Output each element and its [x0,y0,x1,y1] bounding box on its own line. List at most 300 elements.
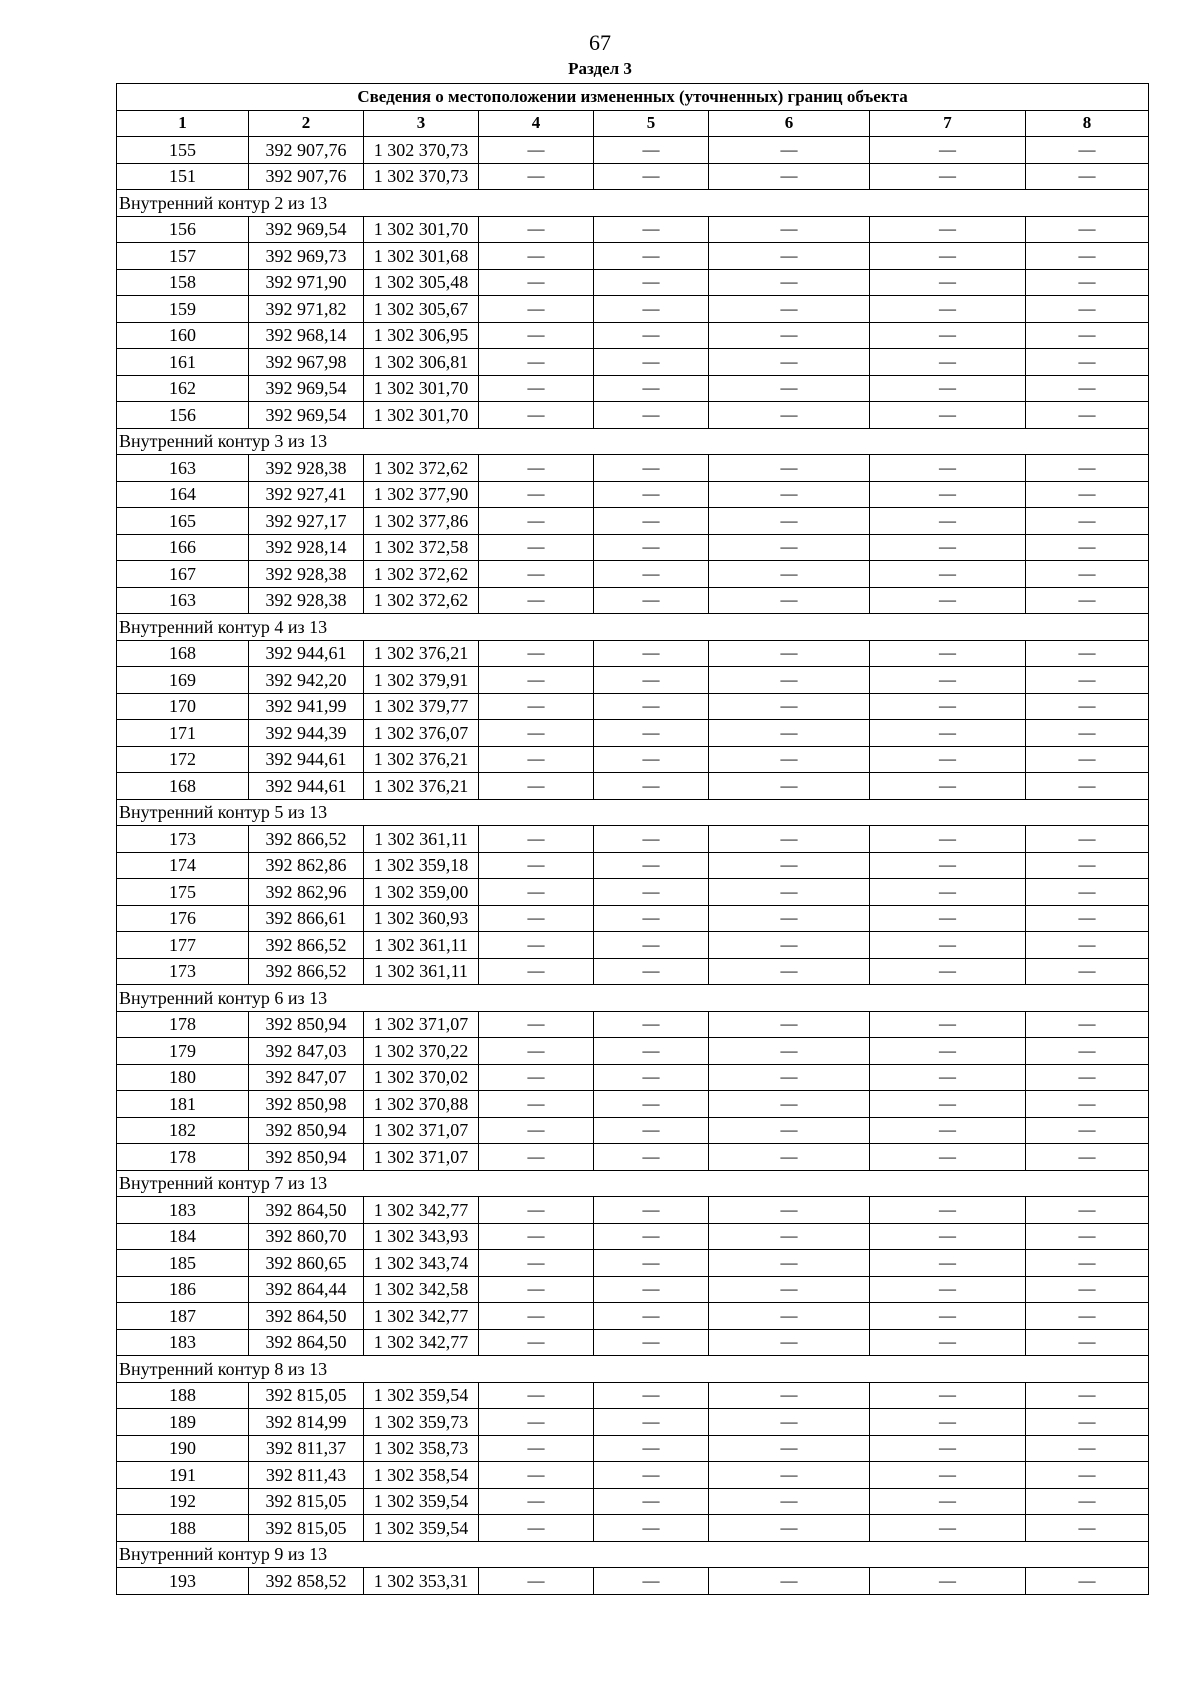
empty-cell-dash: — [479,1303,594,1330]
coordinate-x: 392 969,54 [249,402,364,429]
empty-cell-dash: — [479,667,594,694]
coordinate-y: 1 302 343,93 [364,1223,479,1250]
coordinate-x: 392 815,05 [249,1488,364,1515]
coordinate-y: 1 302 342,58 [364,1276,479,1303]
point-number: 172 [117,746,249,773]
column-number: 7 [870,110,1026,137]
coordinate-x: 392 969,54 [249,375,364,402]
coordinate-y: 1 302 353,31 [364,1568,479,1595]
empty-cell-dash: — [594,1409,709,1436]
coordinate-y: 1 302 370,22 [364,1038,479,1065]
coordinate-y: 1 302 359,73 [364,1409,479,1436]
point-number: 173 [117,826,249,853]
empty-cell-dash: — [709,932,870,959]
empty-cell-dash: — [479,216,594,243]
empty-cell-dash: — [594,1515,709,1542]
empty-cell-dash: — [479,746,594,773]
empty-cell-dash: — [709,587,870,614]
empty-cell-dash: — [1026,958,1149,985]
empty-cell-dash: — [479,905,594,932]
empty-cell-dash: — [709,375,870,402]
empty-cell-dash: — [870,1250,1026,1277]
empty-cell-dash: — [709,1144,870,1171]
empty-cell-dash: — [479,773,594,800]
empty-cell-dash: — [870,958,1026,985]
point-number: 157 [117,243,249,270]
empty-cell-dash: — [594,1144,709,1171]
coordinate-x: 392 847,03 [249,1038,364,1065]
coordinate-x: 392 864,44 [249,1276,364,1303]
point-number: 182 [117,1117,249,1144]
empty-cell-dash: — [870,905,1026,932]
empty-cell-dash: — [870,402,1026,429]
page-number: 67 [589,30,611,55]
table-row [117,561,1149,588]
column-number: 5 [594,110,709,137]
empty-cell-dash: — [479,508,594,535]
coordinate-y: 1 302 305,67 [364,296,479,323]
empty-cell-dash: — [594,958,709,985]
coordinate-x: 392 944,39 [249,720,364,747]
empty-cell-dash: — [870,1329,1026,1356]
empty-cell-dash: — [870,1462,1026,1489]
empty-cell-dash: — [479,349,594,376]
empty-cell-dash: — [1026,163,1149,190]
empty-cell-dash: — [479,269,594,296]
table-row [117,481,1149,508]
empty-cell-dash: — [594,1568,709,1595]
empty-cell-dash: — [594,720,709,747]
empty-cell-dash: — [479,693,594,720]
empty-cell-dash: — [870,852,1026,879]
empty-cell-dash: — [479,852,594,879]
coordinate-x: 392 850,94 [249,1011,364,1038]
coordinate-y: 1 302 361,11 [364,826,479,853]
empty-cell-dash: — [709,216,870,243]
contour-header-row [117,1541,1149,1568]
empty-cell-dash: — [870,269,1026,296]
empty-cell-dash: — [709,852,870,879]
empty-cell-dash: — [870,561,1026,588]
empty-cell-dash: — [870,508,1026,535]
empty-cell-dash: — [479,561,594,588]
coordinate-x: 392 928,38 [249,561,364,588]
empty-cell-dash: — [870,746,1026,773]
table-row [117,958,1149,985]
coordinate-x: 392 866,52 [249,958,364,985]
table-row [117,163,1149,190]
coordinate-x: 392 815,05 [249,1382,364,1409]
coordinate-y: 1 302 359,54 [364,1382,479,1409]
empty-cell-dash: — [709,693,870,720]
empty-cell-dash: — [870,826,1026,853]
empty-cell-dash: — [594,1303,709,1330]
empty-cell-dash: — [594,1462,709,1489]
coordinate-y: 1 302 371,07 [364,1144,479,1171]
empty-cell-dash: — [594,932,709,959]
point-number: 176 [117,905,249,932]
coordinate-y: 1 302 359,18 [364,852,479,879]
table-row [117,1462,1149,1489]
table-row [117,508,1149,535]
section-title: Раздел 3 [568,59,632,78]
table-row [117,455,1149,482]
empty-cell-dash: — [479,640,594,667]
empty-cell-dash: — [479,375,594,402]
empty-cell-dash: — [594,1382,709,1409]
empty-cell-dash: — [479,481,594,508]
table-row [117,322,1149,349]
coordinate-y: 1 302 343,74 [364,1250,479,1277]
empty-cell-dash: — [1026,216,1149,243]
empty-cell-dash: — [479,1382,594,1409]
empty-cell-dash: — [870,1197,1026,1224]
empty-cell-dash: — [870,1382,1026,1409]
empty-cell-dash: — [479,243,594,270]
empty-cell-dash: — [1026,1435,1149,1462]
coordinate-x: 392 944,61 [249,640,364,667]
empty-cell-dash: — [870,1303,1026,1330]
empty-cell-dash: — [709,1064,870,1091]
point-number: 171 [117,720,249,747]
empty-cell-dash: — [479,322,594,349]
point-number: 185 [117,1250,249,1277]
coordinate-y: 1 302 376,21 [364,773,479,800]
empty-cell-dash: — [709,1435,870,1462]
empty-cell-dash: — [1026,1117,1149,1144]
table-row [117,1303,1149,1330]
empty-cell-dash: — [594,640,709,667]
table-row [117,1276,1149,1303]
coordinate-x: 392 811,43 [249,1462,364,1489]
empty-cell-dash: — [594,852,709,879]
coordinate-x: 392 928,14 [249,534,364,561]
empty-cell-dash: — [594,349,709,376]
coordinate-y: 1 302 370,02 [364,1064,479,1091]
empty-cell-dash: — [709,1250,870,1277]
point-number: 177 [117,932,249,959]
empty-cell-dash: — [870,163,1026,190]
point-number: 178 [117,1011,249,1038]
empty-cell-dash: — [594,375,709,402]
empty-cell-dash: — [870,1011,1026,1038]
empty-cell-dash: — [594,137,709,164]
empty-cell-dash: — [594,163,709,190]
coordinate-y: 1 302 359,54 [364,1488,479,1515]
empty-cell-dash: — [1026,322,1149,349]
point-number: 186 [117,1276,249,1303]
empty-cell-dash: — [709,879,870,906]
contour-header-row [117,428,1149,455]
point-number: 167 [117,561,249,588]
table-row [117,1117,1149,1144]
empty-cell-dash: — [594,1488,709,1515]
empty-cell-dash: — [594,322,709,349]
point-number: 189 [117,1409,249,1436]
empty-cell-dash: — [594,481,709,508]
coordinate-x: 392 862,86 [249,852,364,879]
empty-cell-dash: — [709,534,870,561]
empty-cell-dash: — [709,905,870,932]
point-number: 174 [117,852,249,879]
table-row [117,852,1149,879]
empty-cell-dash: — [709,1038,870,1065]
coordinate-y: 1 302 372,58 [364,534,479,561]
empty-cell-dash: — [594,269,709,296]
empty-cell-dash: — [709,1462,870,1489]
empty-cell-dash: — [870,534,1026,561]
coordinate-y: 1 302 301,70 [364,402,479,429]
empty-cell-dash: — [594,216,709,243]
contour-header-row [117,985,1149,1012]
table-row [117,1488,1149,1515]
coordinate-x: 392 971,82 [249,296,364,323]
table-row [117,826,1149,853]
column-number: 1 [117,110,249,137]
empty-cell-dash: — [1026,1144,1149,1171]
point-number: 187 [117,1303,249,1330]
point-number: 180 [117,1064,249,1091]
coordinate-x: 392 907,76 [249,163,364,190]
coordinates-table [116,83,1149,1595]
coordinate-x: 392 866,52 [249,932,364,959]
empty-cell-dash: — [479,455,594,482]
empty-cell-dash: — [870,481,1026,508]
empty-cell-dash: — [479,1117,594,1144]
coordinate-x: 392 928,38 [249,455,364,482]
table-row [117,269,1149,296]
empty-cell-dash: — [479,1488,594,1515]
empty-cell-dash: — [870,587,1026,614]
empty-cell-dash: — [1026,402,1149,429]
column-number: 3 [364,110,479,137]
point-number: 192 [117,1488,249,1515]
coordinate-x: 392 927,17 [249,508,364,535]
point-number: 159 [117,296,249,323]
coordinate-x: 392 969,73 [249,243,364,270]
empty-cell-dash: — [709,773,870,800]
coordinate-x: 392 866,52 [249,826,364,853]
coordinate-x: 392 860,65 [249,1250,364,1277]
empty-cell-dash: — [1026,1064,1149,1091]
coordinate-x: 392 850,94 [249,1144,364,1171]
coordinate-y: 1 302 305,48 [364,269,479,296]
coordinate-x: 392 969,54 [249,216,364,243]
table-row [117,1223,1149,1250]
empty-cell-dash: — [479,1515,594,1542]
coordinate-y: 1 302 372,62 [364,587,479,614]
empty-cell-dash: — [479,1568,594,1595]
table-row [117,1515,1149,1542]
empty-cell-dash: — [870,455,1026,482]
empty-cell-dash: — [709,1409,870,1436]
empty-cell-dash: — [709,1223,870,1250]
coordinate-y: 1 302 379,77 [364,693,479,720]
empty-cell-dash: — [479,720,594,747]
empty-cell-dash: — [594,1250,709,1277]
coordinate-x: 392 850,94 [249,1117,364,1144]
empty-cell-dash: — [870,1144,1026,1171]
empty-cell-dash: — [594,773,709,800]
empty-cell-dash: — [1026,375,1149,402]
empty-cell-dash: — [594,455,709,482]
empty-cell-dash: — [479,958,594,985]
empty-cell-dash: — [709,1329,870,1356]
empty-cell-dash: — [1026,1329,1149,1356]
coordinate-y: 1 302 301,68 [364,243,479,270]
table-row [117,349,1149,376]
table-row [117,773,1149,800]
contour-header-row [117,614,1149,641]
empty-cell-dash: — [479,879,594,906]
empty-cell-dash: — [479,534,594,561]
empty-cell-dash: — [870,349,1026,376]
empty-cell-dash: — [709,1276,870,1303]
coordinate-y: 1 302 359,00 [364,879,479,906]
point-number: 168 [117,640,249,667]
empty-cell-dash: — [709,1303,870,1330]
empty-cell-dash: — [709,296,870,323]
coordinate-x: 392 858,52 [249,1568,364,1595]
empty-cell-dash: — [1026,1568,1149,1595]
empty-cell-dash: — [479,1250,594,1277]
coordinate-y: 1 302 372,62 [364,455,479,482]
contour-header-row [117,799,1149,826]
point-number: 188 [117,1382,249,1409]
coordinate-x: 392 864,50 [249,1303,364,1330]
empty-cell-dash: — [594,1038,709,1065]
empty-cell-dash: — [594,508,709,535]
table-row [117,1329,1149,1356]
table-row [117,1250,1149,1277]
empty-cell-dash: — [709,1515,870,1542]
coordinate-x: 392 968,14 [249,322,364,349]
empty-cell-dash: — [479,137,594,164]
point-number: 151 [117,163,249,190]
empty-cell-dash: — [1026,640,1149,667]
coordinate-x: 392 942,20 [249,667,364,694]
empty-cell-dash: — [594,1091,709,1118]
empty-cell-dash: — [870,322,1026,349]
table-row [117,667,1149,694]
table-row [117,932,1149,959]
table-row [117,137,1149,164]
empty-cell-dash: — [1026,349,1149,376]
coordinate-x: 392 866,61 [249,905,364,932]
table-row [117,534,1149,561]
empty-cell-dash: — [1026,587,1149,614]
point-number: 181 [117,1091,249,1118]
coordinate-y: 1 302 377,90 [364,481,479,508]
empty-cell-dash: — [709,1568,870,1595]
coordinate-x: 392 907,76 [249,137,364,164]
empty-cell-dash: — [1026,667,1149,694]
coordinate-x: 392 864,50 [249,1329,364,1356]
empty-cell-dash: — [479,1091,594,1118]
column-number: 6 [709,110,870,137]
empty-cell-dash: — [709,349,870,376]
empty-cell-dash: — [1026,508,1149,535]
point-number: 184 [117,1223,249,1250]
empty-cell-dash: — [1026,826,1149,853]
empty-cell-dash: — [594,1435,709,1462]
contour-label: Внутренний контур 4 из 13 [117,614,1149,641]
empty-cell-dash: — [870,879,1026,906]
empty-cell-dash: — [1026,534,1149,561]
empty-cell-dash: — [870,216,1026,243]
empty-cell-dash: — [1026,693,1149,720]
table-row [117,640,1149,667]
empty-cell-dash: — [594,296,709,323]
coordinate-y: 1 302 376,21 [364,640,479,667]
empty-cell-dash: — [594,1329,709,1356]
empty-cell-dash: — [1026,1488,1149,1515]
empty-cell-dash: — [709,322,870,349]
table-row [117,216,1149,243]
empty-cell-dash: — [479,1038,594,1065]
point-number: 183 [117,1329,249,1356]
empty-cell-dash: — [1026,137,1149,164]
empty-cell-dash: — [709,163,870,190]
empty-cell-dash: — [1026,1276,1149,1303]
column-number-row [117,110,1149,137]
empty-cell-dash: — [1026,932,1149,959]
point-number: 173 [117,958,249,985]
empty-cell-dash: — [870,1435,1026,1462]
point-number: 178 [117,1144,249,1171]
empty-cell-dash: — [1026,481,1149,508]
empty-cell-dash: — [479,1276,594,1303]
coordinate-y: 1 302 342,77 [364,1197,479,1224]
empty-cell-dash: — [1026,1250,1149,1277]
empty-cell-dash: — [594,243,709,270]
empty-cell-dash: — [709,137,870,164]
empty-cell-dash: — [870,932,1026,959]
empty-cell-dash: — [709,1382,870,1409]
point-number: 179 [117,1038,249,1065]
table-row [117,746,1149,773]
table-row [117,375,1149,402]
empty-cell-dash: — [479,1329,594,1356]
point-number: 190 [117,1435,249,1462]
coordinate-x: 392 927,41 [249,481,364,508]
empty-cell-dash: — [594,402,709,429]
empty-cell-dash: — [870,1038,1026,1065]
empty-cell-dash: — [479,163,594,190]
empty-cell-dash: — [594,587,709,614]
point-number: 155 [117,137,249,164]
point-number: 163 [117,455,249,482]
coordinate-y: 1 302 377,86 [364,508,479,535]
table-row [117,1144,1149,1171]
empty-cell-dash: — [1026,1197,1149,1224]
empty-cell-dash: — [709,243,870,270]
empty-cell-dash: — [594,1011,709,1038]
empty-cell-dash: — [1026,773,1149,800]
empty-cell-dash: — [870,1488,1026,1515]
empty-cell-dash: — [709,269,870,296]
empty-cell-dash: — [709,561,870,588]
coordinate-y: 1 302 306,81 [364,349,479,376]
point-number: 193 [117,1568,249,1595]
empty-cell-dash: — [594,1197,709,1224]
coordinate-y: 1 302 306,95 [364,322,479,349]
empty-cell-dash: — [870,1117,1026,1144]
empty-cell-dash: — [479,1409,594,1436]
empty-cell-dash: — [594,1223,709,1250]
empty-cell-dash: — [1026,1462,1149,1489]
coordinate-y: 1 302 360,93 [364,905,479,932]
